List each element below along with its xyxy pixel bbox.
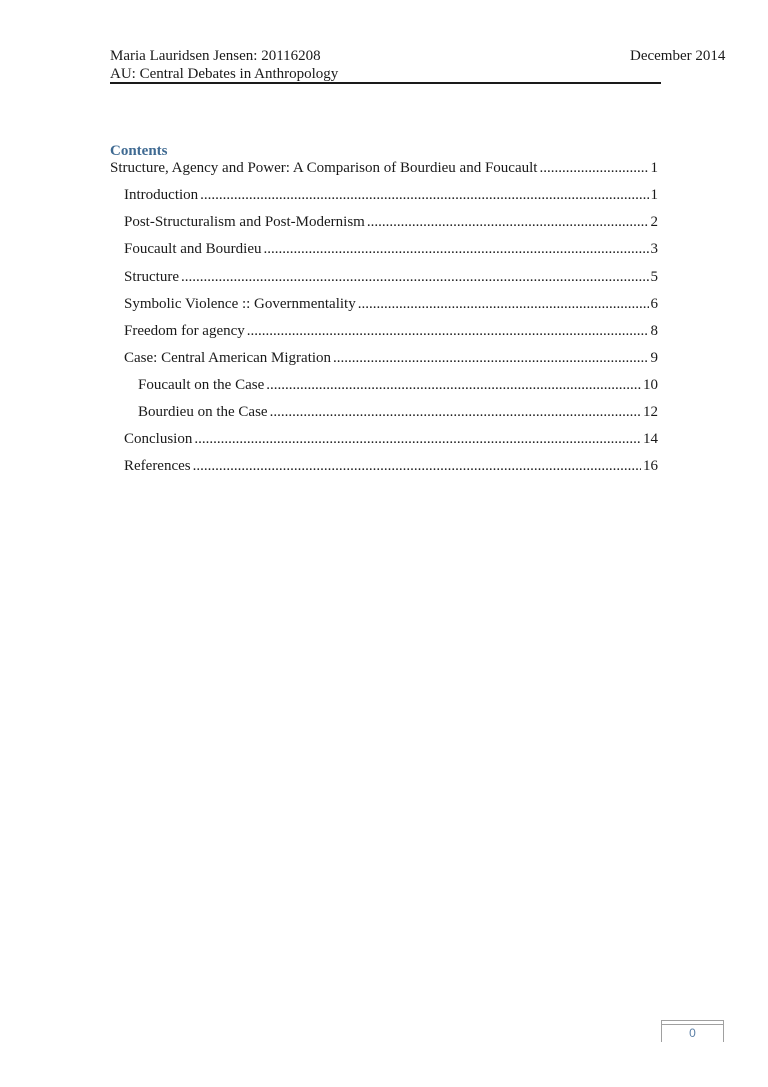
toc-entry-text: Post-Structuralism and Post-Modernism xyxy=(124,214,365,230)
toc-entry-page: 5 xyxy=(650,269,658,285)
toc-entry-page: 1 xyxy=(650,160,658,176)
toc-entry-page: 1 xyxy=(650,187,658,203)
toc-entry-page: 3 xyxy=(650,241,658,257)
toc-entry-text: Conclusion xyxy=(124,431,193,447)
toc-entry-text: Case: Central American Migration xyxy=(124,350,332,366)
toc-leader-dots xyxy=(200,186,648,204)
page-number-box xyxy=(661,1020,724,1042)
toc-entry-page: 12 xyxy=(643,404,658,420)
toc-entry-text: Symbolic Violence :: Governmentality xyxy=(124,296,356,312)
toc-leader-dots xyxy=(181,268,649,286)
page-number: 0 xyxy=(689,1026,696,1040)
toc-entry-main[interactable] xyxy=(110,159,658,177)
toc-leader-dots xyxy=(266,376,641,394)
toc-leader-dots xyxy=(333,349,648,367)
course-line: AU: Central Debates in Anthropology xyxy=(110,66,339,82)
toc-entry-page: 6 xyxy=(650,296,658,312)
toc-entry-text: References xyxy=(124,458,191,474)
toc-entry-page: 14 xyxy=(643,431,658,447)
toc-leader-dots xyxy=(193,457,641,475)
toc-entry-text: Structure xyxy=(124,269,179,285)
toc-entry-page: 16 xyxy=(643,458,658,474)
toc-entry-page: 2 xyxy=(650,214,658,230)
author-line: Maria Lauridsen Jensen: 20116208 xyxy=(110,48,321,64)
toc-leader-dots xyxy=(263,240,648,258)
toc-entry-case-migration[interactable] xyxy=(124,349,658,367)
toc-leader-dots xyxy=(194,430,641,448)
toc-entry-text: Bourdieu on the Case xyxy=(138,404,268,420)
toc-entry-page: 10 xyxy=(643,377,658,393)
toc-entry-symbolic-violence[interactable] xyxy=(124,295,658,313)
toc-title: Contents xyxy=(110,143,168,159)
toc-leader-dots xyxy=(358,295,649,313)
toc-leader-dots xyxy=(270,403,641,421)
header-date: December 2014 xyxy=(630,48,726,64)
toc-entry-text: Foucault and Bourdieu xyxy=(124,241,262,257)
toc-entry-text: Foucault on the Case xyxy=(138,377,265,393)
toc-entry-foucault-and-bourdieu[interactable] xyxy=(124,240,658,258)
toc-entry-text: Freedom for agency xyxy=(124,323,245,339)
toc-entry-structure[interactable] xyxy=(124,268,658,286)
toc-entry-text: Introduction xyxy=(124,187,199,203)
toc-entry-conclusion[interactable] xyxy=(124,430,658,448)
toc-entry-references[interactable] xyxy=(124,457,658,475)
toc-entry-foucault-on-case[interactable] xyxy=(138,376,658,394)
toc-entry-introduction[interactable] xyxy=(124,186,658,204)
toc-entry-freedom-for-agency[interactable] xyxy=(124,322,658,340)
toc-leader-dots xyxy=(367,213,649,231)
toc-entry-page: 9 xyxy=(650,350,658,366)
toc-entry-post-structuralism[interactable] xyxy=(124,213,658,231)
toc-leader-dots xyxy=(247,322,649,340)
toc-entry-bourdieu-on-case[interactable] xyxy=(138,403,658,421)
toc-entry-text: Structure, Agency and Power: A Comparison of Bourdieu and Foucault xyxy=(110,160,538,176)
toc-entry-page: 8 xyxy=(650,323,658,339)
toc-leader-dots xyxy=(539,159,648,177)
